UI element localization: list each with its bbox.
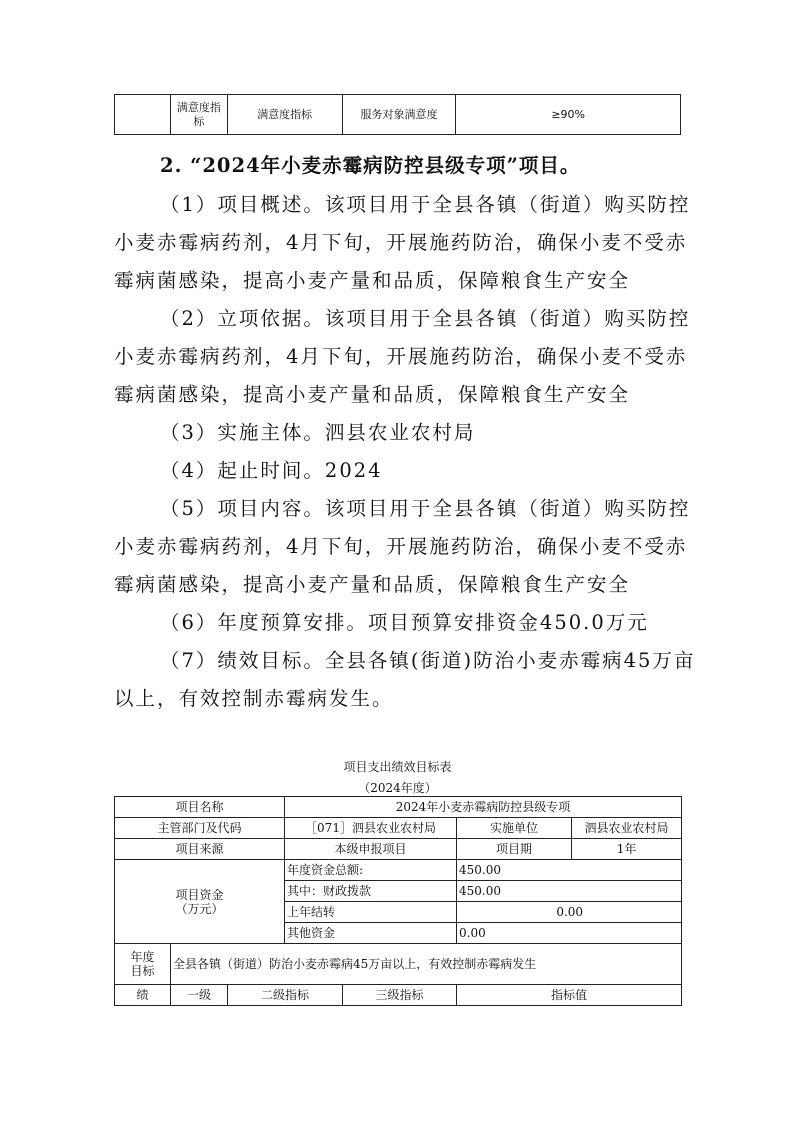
funds-label-line: （万元） — [175, 901, 224, 916]
header-level3: 三级指标 — [343, 985, 457, 1006]
header-perf: 绩 — [115, 985, 171, 1006]
dept-label: 主管部门及代码 — [115, 818, 285, 839]
paragraph-line: （1）项目概述。该项目用于全县各镇（街道）购买防控 — [160, 193, 691, 216]
table-row — [115, 797, 682, 818]
target-label-line: 目标 — [130, 964, 155, 978]
table-subtitle: （2024年度） — [358, 781, 437, 795]
target-label — [115, 944, 171, 985]
header-level2: 二级指标 — [228, 985, 343, 1006]
funds-label — [115, 860, 285, 944]
funds-fiscal-value: 450.00 — [457, 881, 682, 902]
table-row — [115, 944, 682, 985]
period-value: 1年 — [572, 839, 682, 860]
paragraph-line: （3）实施主体。泗县农业农村局 — [160, 421, 476, 444]
table-cell — [115, 95, 171, 135]
funds-fiscal-label: 其中：财政拨款 — [285, 881, 457, 902]
paragraph-line: （2）立项依据。该项目用于全县各镇（街道）购买防控 — [160, 307, 691, 330]
performance-table — [114, 796, 682, 1006]
source-label: 项目来源 — [115, 839, 285, 860]
table-cell: 满意度指标 — [170, 95, 227, 135]
table-title: 项目支出绩效目标表 — [343, 760, 452, 774]
paragraph-line: 霉病菌感染，提高小麦产量和品质，保障粮食生产安全 — [114, 573, 631, 596]
paragraph-line: 小麦赤霉病药剂，4月下旬，开展施药防治，确保小麦不受赤 — [114, 345, 688, 368]
impl-label: 实施单位 — [457, 818, 572, 839]
paragraph-line: （4）起止时间。2024 — [160, 459, 383, 482]
target-label-line: 年度 — [130, 950, 155, 964]
paragraph-line: （7）绩效目标。全县各镇(街道)防治小麦赤霉病45万亩 — [160, 649, 696, 672]
project-name-value: 2024年小麦赤霉病防控县级专项 — [285, 797, 682, 818]
header-value: 指标值 — [457, 985, 682, 1006]
header-level1: 一级 — [171, 985, 228, 1006]
section-heading: 2. “2024年小麦赤霉病防控县级专项”项目。 — [160, 154, 581, 177]
funds-carry-value: 0.00 — [457, 902, 682, 923]
table-row — [115, 985, 682, 1006]
satisfaction-table — [114, 94, 681, 135]
table-cell: ≥90% — [456, 95, 681, 135]
dept-value: ［071］泗县农业农村局 — [285, 818, 457, 839]
paragraph-line: 霉病菌感染，提高小麦产量和品质，保障粮食生产安全 — [114, 383, 631, 406]
impl-value: 泗县农业农村局 — [572, 818, 682, 839]
table-row — [115, 95, 681, 135]
funds-carry-label: 上年结转 — [285, 902, 457, 923]
paragraph-line: （5）项目内容。该项目用于全县各镇（街道）购买防控 — [160, 497, 691, 520]
funds-total-value: 450.00 — [457, 860, 682, 881]
source-value: 本级申报项目 — [285, 839, 457, 860]
table-row — [115, 839, 682, 860]
funds-label-line: 项目资金 — [175, 887, 224, 902]
table-row — [115, 860, 682, 881]
paragraph-line: 霉病菌感染，提高小麦产量和品质，保障粮食生产安全 — [114, 269, 631, 292]
table-cell: 满意度指标 — [227, 95, 342, 135]
paragraph-line: 以上，有效控制赤霉病发生。 — [114, 687, 394, 710]
paragraph-line: 小麦赤霉病药剂，4月下旬，开展施药防治，确保小麦不受赤 — [114, 231, 688, 254]
paragraph-line: （6）年度预算安排。项目预算安排资金450.0万元 — [160, 611, 649, 634]
funds-other-value: 0.00 — [457, 923, 682, 944]
period-label: 项目期 — [457, 839, 572, 860]
table-row — [115, 818, 682, 839]
target-value: 全县各镇（街道）防治小麦赤霉病45万亩以上，有效控制赤霉病发生 — [171, 944, 682, 985]
project-name-label: 项目名称 — [115, 797, 285, 818]
table-cell: 服务对象满意度 — [342, 95, 456, 135]
funds-total-label: 年度资金总额: — [285, 860, 457, 881]
funds-other-label: 其他资金 — [285, 923, 457, 944]
paragraph-line: 小麦赤霉病药剂，4月下旬，开展施药防治，确保小麦不受赤 — [114, 535, 688, 558]
